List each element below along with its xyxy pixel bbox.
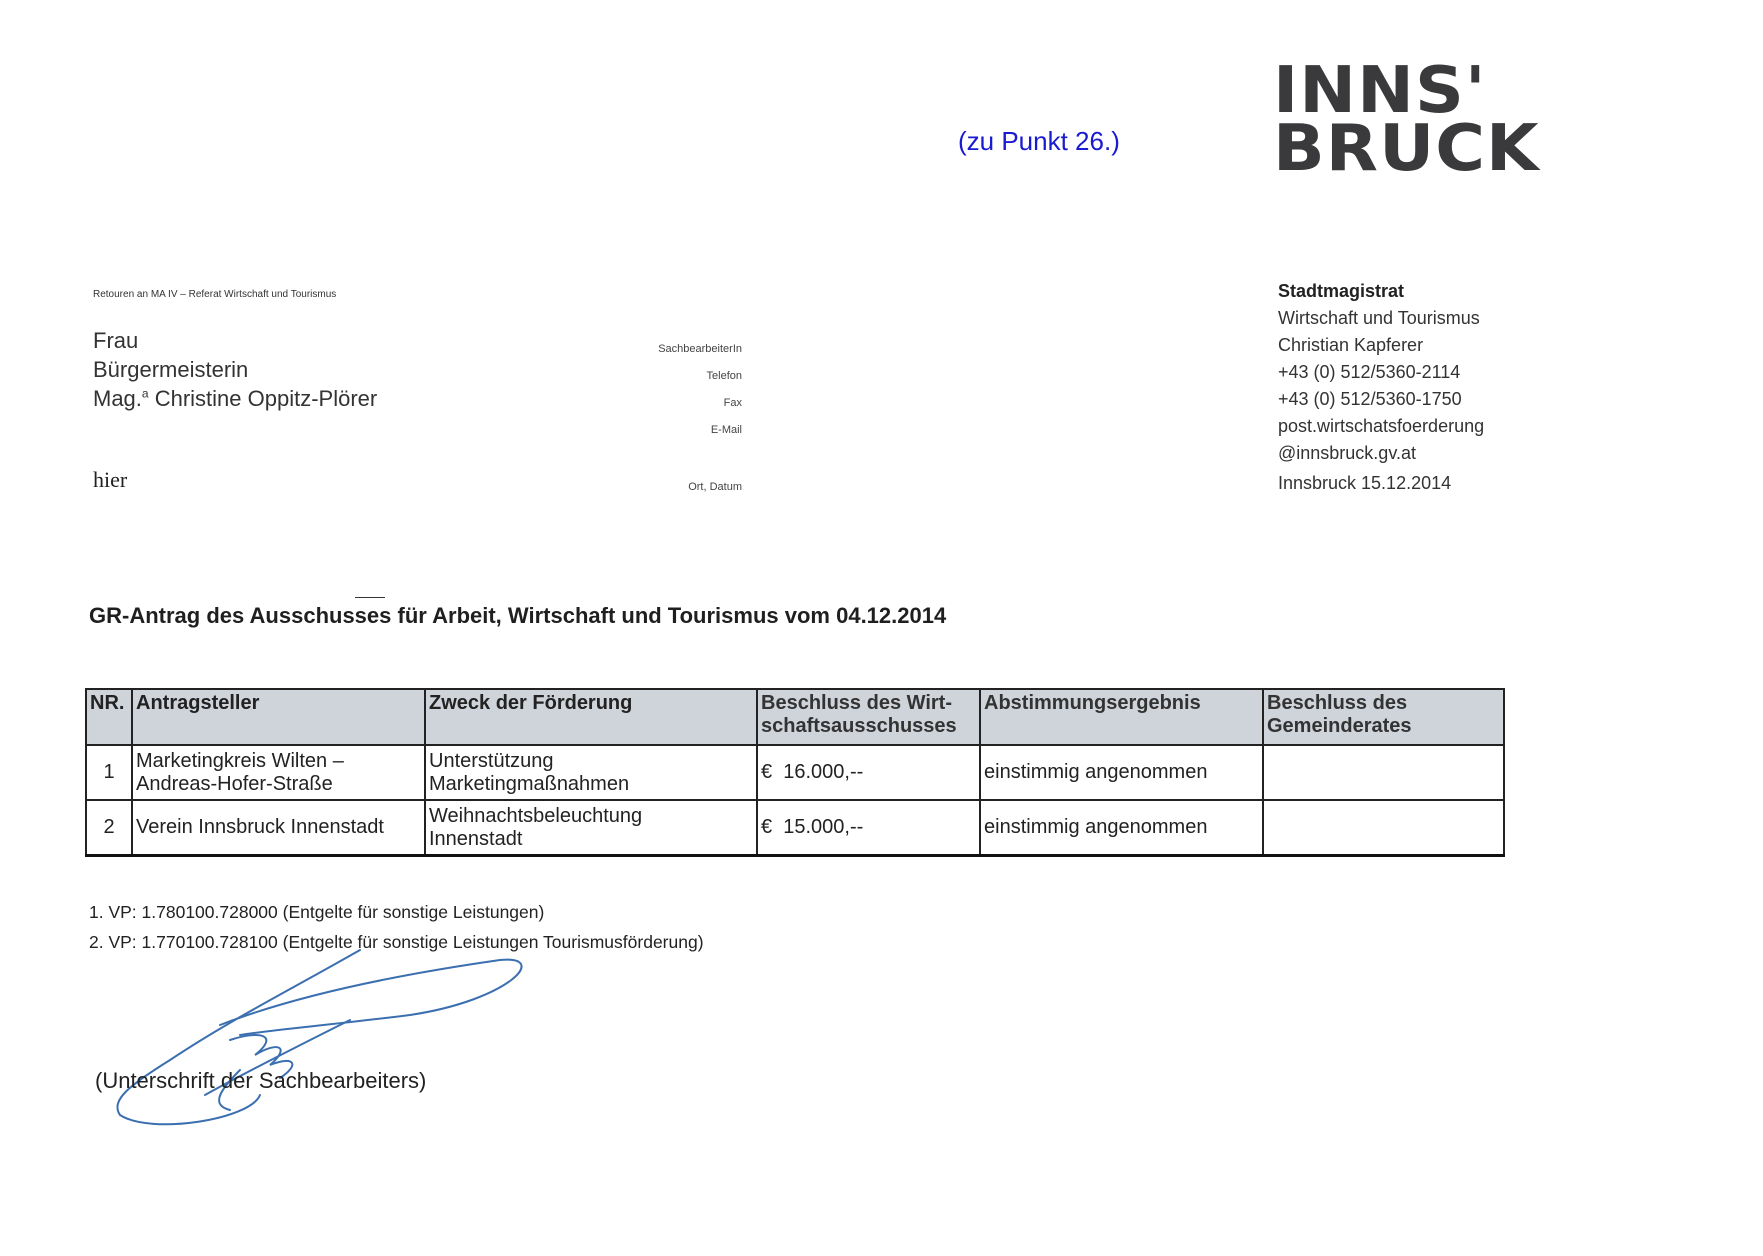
sender-row-value: +43 (0) 512/5360-1750 <box>1278 389 1462 409</box>
cell-council-decision <box>1263 800 1504 856</box>
recipient-hier: hier <box>93 467 128 492</box>
document-subject: GR-Antrag des Ausschusses für Arbeit, Wirtschaft und Tourismus vom 04.12.2014 <box>89 603 947 628</box>
col-header-vote-result: Abstimmungsergebnis <box>980 689 1263 745</box>
agenda-point-note: (zu Punkt 26.) <box>958 126 1120 156</box>
funding-table <box>85 688 1505 857</box>
recipient-address <box>93 326 377 413</box>
recipient-line-3 <box>93 384 377 413</box>
recipient-name: Christine Oppitz-Plörer <box>148 386 378 411</box>
cell-purpose: Weihnachtsbeleuchtung Innenstadt <box>425 800 757 856</box>
cell-amount: € 16.000,-- <box>757 745 980 800</box>
handwritten-signature <box>110 930 530 1130</box>
budget-note: 2. VP: 1.770100.728100 (Entgelte für sonstige Leistungen Tourismusförderung) <box>89 932 704 952</box>
col-header-nr: NR. <box>86 689 132 745</box>
cell-vote-result: einstimmig angenommen <box>980 745 1263 800</box>
cell-purpose: Unterstützung Marketingmaßnahmen <box>425 745 757 800</box>
recipient-line-1: Frau <box>93 328 139 353</box>
sender-row-value: Christian Kapferer <box>1278 335 1424 355</box>
recipient-line-2: Bürgermeisterin <box>93 357 249 382</box>
divider <box>355 597 385 598</box>
sender-row-label: E-Mail <box>710 424 742 436</box>
sender-row-label: Telefon <box>706 370 742 382</box>
sender-row-label: Ort, Datum <box>688 481 742 493</box>
innsbruck-logo <box>1273 54 1540 186</box>
signature-strokes <box>117 950 521 1124</box>
col-header-committee-decision: Beschluss des Wirt- schaftsausschusses <box>757 689 980 745</box>
cell-vote-result: einstimmig angenommen <box>980 800 1263 856</box>
sender-row-label: SachbearbeiterIn <box>658 343 742 355</box>
col-header-applicant: Antragsteller <box>132 689 425 745</box>
logo-line-2: BRUCK <box>1273 112 1540 186</box>
signature-caption: (Unterschrift der Sachbearbeiters) <box>95 1068 427 1093</box>
budget-note: 1. VP: 1.780100.728000 (Entgelte für sonstige Leistungen) <box>89 902 545 922</box>
sender-email: post.wirtschatsfoerderung <box>1278 416 1485 436</box>
cell-nr: 2 <box>86 800 132 856</box>
cell-applicant: Verein Innsbruck Innenstadt <box>132 800 425 856</box>
title-superscript: a <box>141 386 149 401</box>
title-abbrev: Mag. <box>93 386 142 411</box>
cell-council-decision <box>1263 745 1504 800</box>
logo-line-1: INNS' <box>1273 54 1487 128</box>
sender-row-value: +43 (0) 512/5360-2114 <box>1278 362 1461 382</box>
sender-department: Wirtschaft und Tourismus <box>1278 308 1480 328</box>
cell-amount: € 15.000,-- <box>757 800 980 856</box>
sender-row-label: Fax <box>723 397 742 409</box>
cell-applicant: Marketingkreis Wilten – Andreas-Hofer-Straße <box>132 745 425 800</box>
sender-office: Stadtmagistrat <box>1278 281 1405 301</box>
cell-nr: 1 <box>86 745 132 800</box>
sender-place-date: Innsbruck 15.12.2014 <box>1278 473 1452 493</box>
sender-email-domain: @innsbruck.gv.at <box>1278 443 1416 463</box>
return-address: Retouren an MA IV – Referat Wirtschaft und Tourismus <box>93 289 337 300</box>
col-header-purpose: Zweck der Förderung <box>425 689 757 745</box>
table-header-row <box>86 689 1504 745</box>
col-header-council-decision: Beschluss des Gemeinderates <box>1263 689 1504 745</box>
table-row <box>86 745 1504 800</box>
table-row <box>86 800 1504 856</box>
